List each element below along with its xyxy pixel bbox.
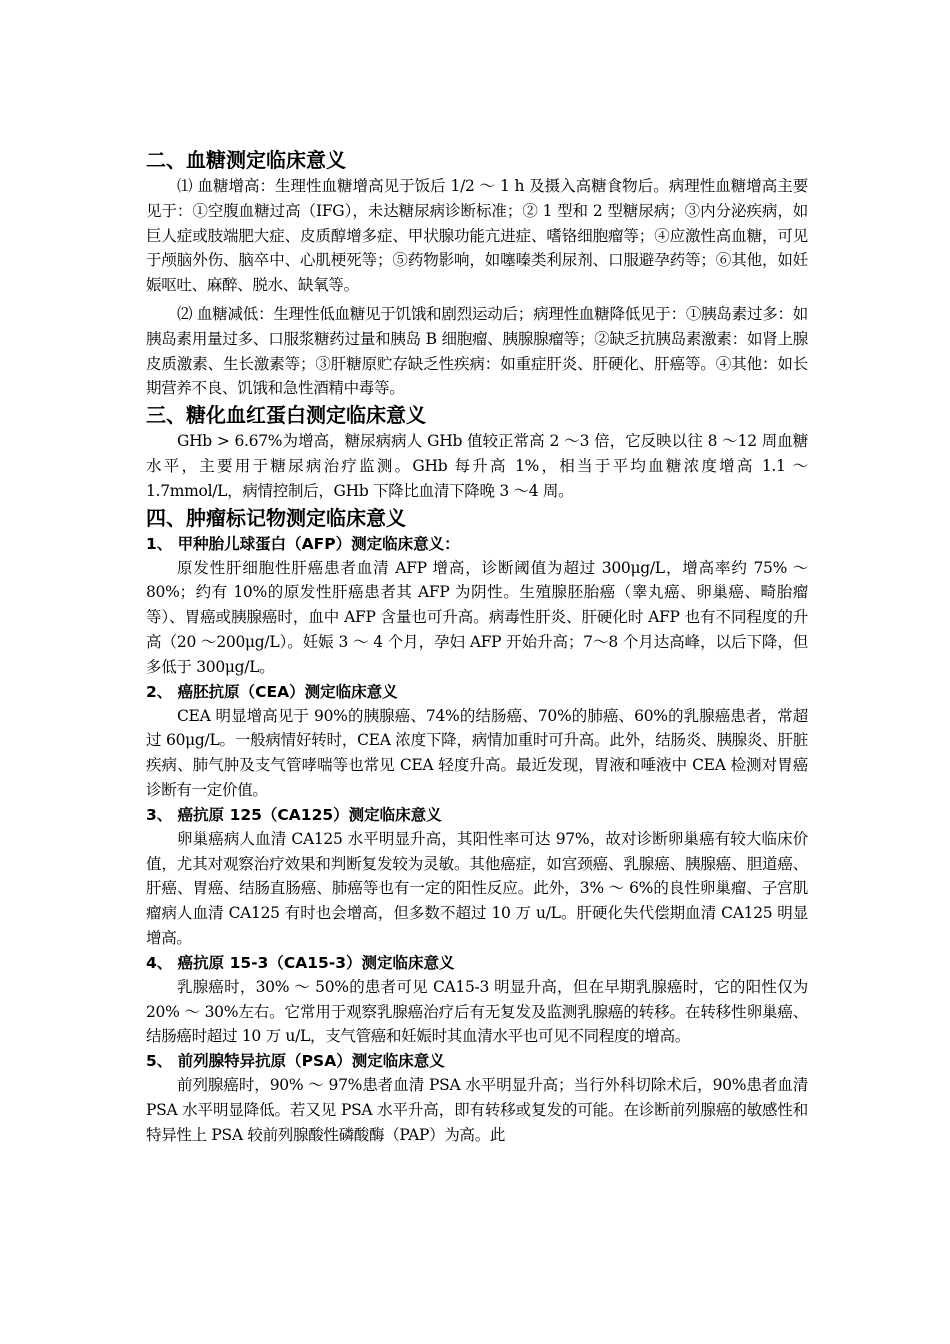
subheading-cea: 2、 癌胚抗原（CEA）测定临床意义: [146, 682, 398, 701]
subheading-ca15-3: 4、 癌抗原 15-3（CA15-3）测定临床意义: [146, 953, 455, 972]
paragraph-glucose-increase: ⑴ 血糖增高：生理性血糖增高见于饭后 1/2 ～ 1 h 及摄入高糖食物后。病理性血糖增高主要见于：①空腹血糖过高（IFG），未达糖尿病诊断标准；② 1 型和 2 型糖尿病；③内分泌疾病，如巨人症或肢端肥大症、皮质醇增多症、甲状腺功能亢进症、嗜铬细胞瘤等；④应激性高血糖，可见于颅脑外伤、脑卒中、心肌梗死等；⑤药物影响，如噻嗪类利尿剂、口服避孕药等；⑥其他，如妊娠呕吐、麻醉、脱水、缺氧等。: [146, 177, 808, 295]
section-heading-ghb: 三、糖化血红蛋白测定临床意义: [146, 403, 426, 428]
paragraph-ca125: 卵巢癌病人血清 CA125 水平明显升高，其阳性率可达 97%，故对诊断卵巢癌有较大临床价值，尤其对观察治疗效果和判断复发较为灵敏。其他癌症，如宫颈癌、乳腺癌、胰腺癌、胆道癌、肝癌、胃癌、结肠直肠癌、肺癌等也有一定的阳性反应。此外，3% ～ 6%的良性卵巢瘤、子宫肌瘤病人血清 CA125 有时也会增高，但多数不超过 10 万 u/L。肝硬化失代偿期血清 CA125 明显增高。: [146, 829, 808, 947]
paragraph-psa: 前列腺癌时，90% ～ 97%患者血清 PSA 水平明显升高；当行外科切除术后，90%患者血清 PSA 水平明显降低。若又见 PSA 水平升高，即有转移或复发的可能。在诊断前列腺癌的敏感性和特异性上 PSA 较前列腺酸性磷酸酶（PAP）为高。此: [146, 1076, 808, 1144]
section-heading-tumor-markers: 四、肿瘤标记物测定临床意义: [146, 505, 406, 530]
document-page: [146, 146, 808, 1148]
subheading-psa: 5、 前列腺特异抗原（PSA）测定临床意义: [146, 1052, 445, 1071]
paragraph-ghb: GHb > 6.67%为增高，糖尿病病人 GHb 值较正常高 2 ～3 倍，它反映以往 8 ～12 周血糖水平，主要用于糖尿病治疗监测。GHb 每升高 1%，相当于平均血糖浓度增高 1.1 ～1.7mmol/L，病情控制后，GHb 下降比血清下降晚 3 ～4 周。: [146, 432, 808, 500]
paragraph-cea: CEA 明显增高见于 90%的胰腺癌、74%的结肠癌、70%的肺癌、60%的乳腺癌患者，常超过 60μg/L。一般病情好转时，CEA 浓度下降，病情加重时可升高。此外，结肠炎、胰腺炎、肝脏疾病、肺气肿及支气管哮喘等也常见 CEA 轻度升高。最近发现，胃液和唾液中 CEA 检测对胃癌诊断有一定价值。: [146, 706, 808, 799]
paragraph-ca15-3: 乳腺癌时，30% ～ 50%的患者可见 CA15-3 明显升高，但在早期乳腺癌时，它的阳性仅为 20% ～ 30%左右。它常用于观察乳腺癌治疗后有无复发及监测乳腺癌的转移。在转移性卵巢癌、结肠癌时超过 10 万 u/L，支气管癌和妊娠时其血清水平也可见不同程度的增高。: [146, 977, 808, 1046]
section-heading-blood-glucose: 二、血糖测定临床意义: [146, 148, 346, 172]
paragraph-afp: 原发性肝细胞性肝癌患者血清 AFP 增高，诊断阈值为超过 300μg/L，增高率约 75% ～ 80%；约有 10%的原发性肝癌患者其 AFP 为阴性。生殖腺胚胎癌（睾丸癌、卵巢癌、畸胎瘤等）、胃癌或胰腺癌时，血中 AFP 含量也可升高。病毒性肝炎、肝硬化时 AFP 也有不同程度的升高（20 ～200μg/L）。妊娠 3 ～ 4 个月，孕妇 AFP 开始升高；7～8 个月达高峰，以后下降，但多低于 300μg/L。: [146, 558, 808, 676]
subheading-afp: 1、 甲种胎儿球蛋白（AFP）测定临床意义：: [146, 534, 460, 553]
subheading-ca125: 3、 癌抗原 125（CA125）测定临床意义: [146, 805, 442, 824]
paragraph-glucose-decrease: ⑵ 血糖减低：生理性低血糖见于饥饿和剧烈运动后；病理性血糖降低见于：①胰岛素过多：如胰岛素用量过多、口服浆糖药过量和胰岛 B 细胞瘤、胰腺腺瘤等；②缺乏抗胰岛素激素：如肾上腺皮质激素、生长激素等；③肝糖原贮存缺乏性疾病：如重症肝炎、肝硬化、肝癌等。④其他：如长期营养不良、饥饿和急性酒精中毒等。: [146, 304, 808, 398]
